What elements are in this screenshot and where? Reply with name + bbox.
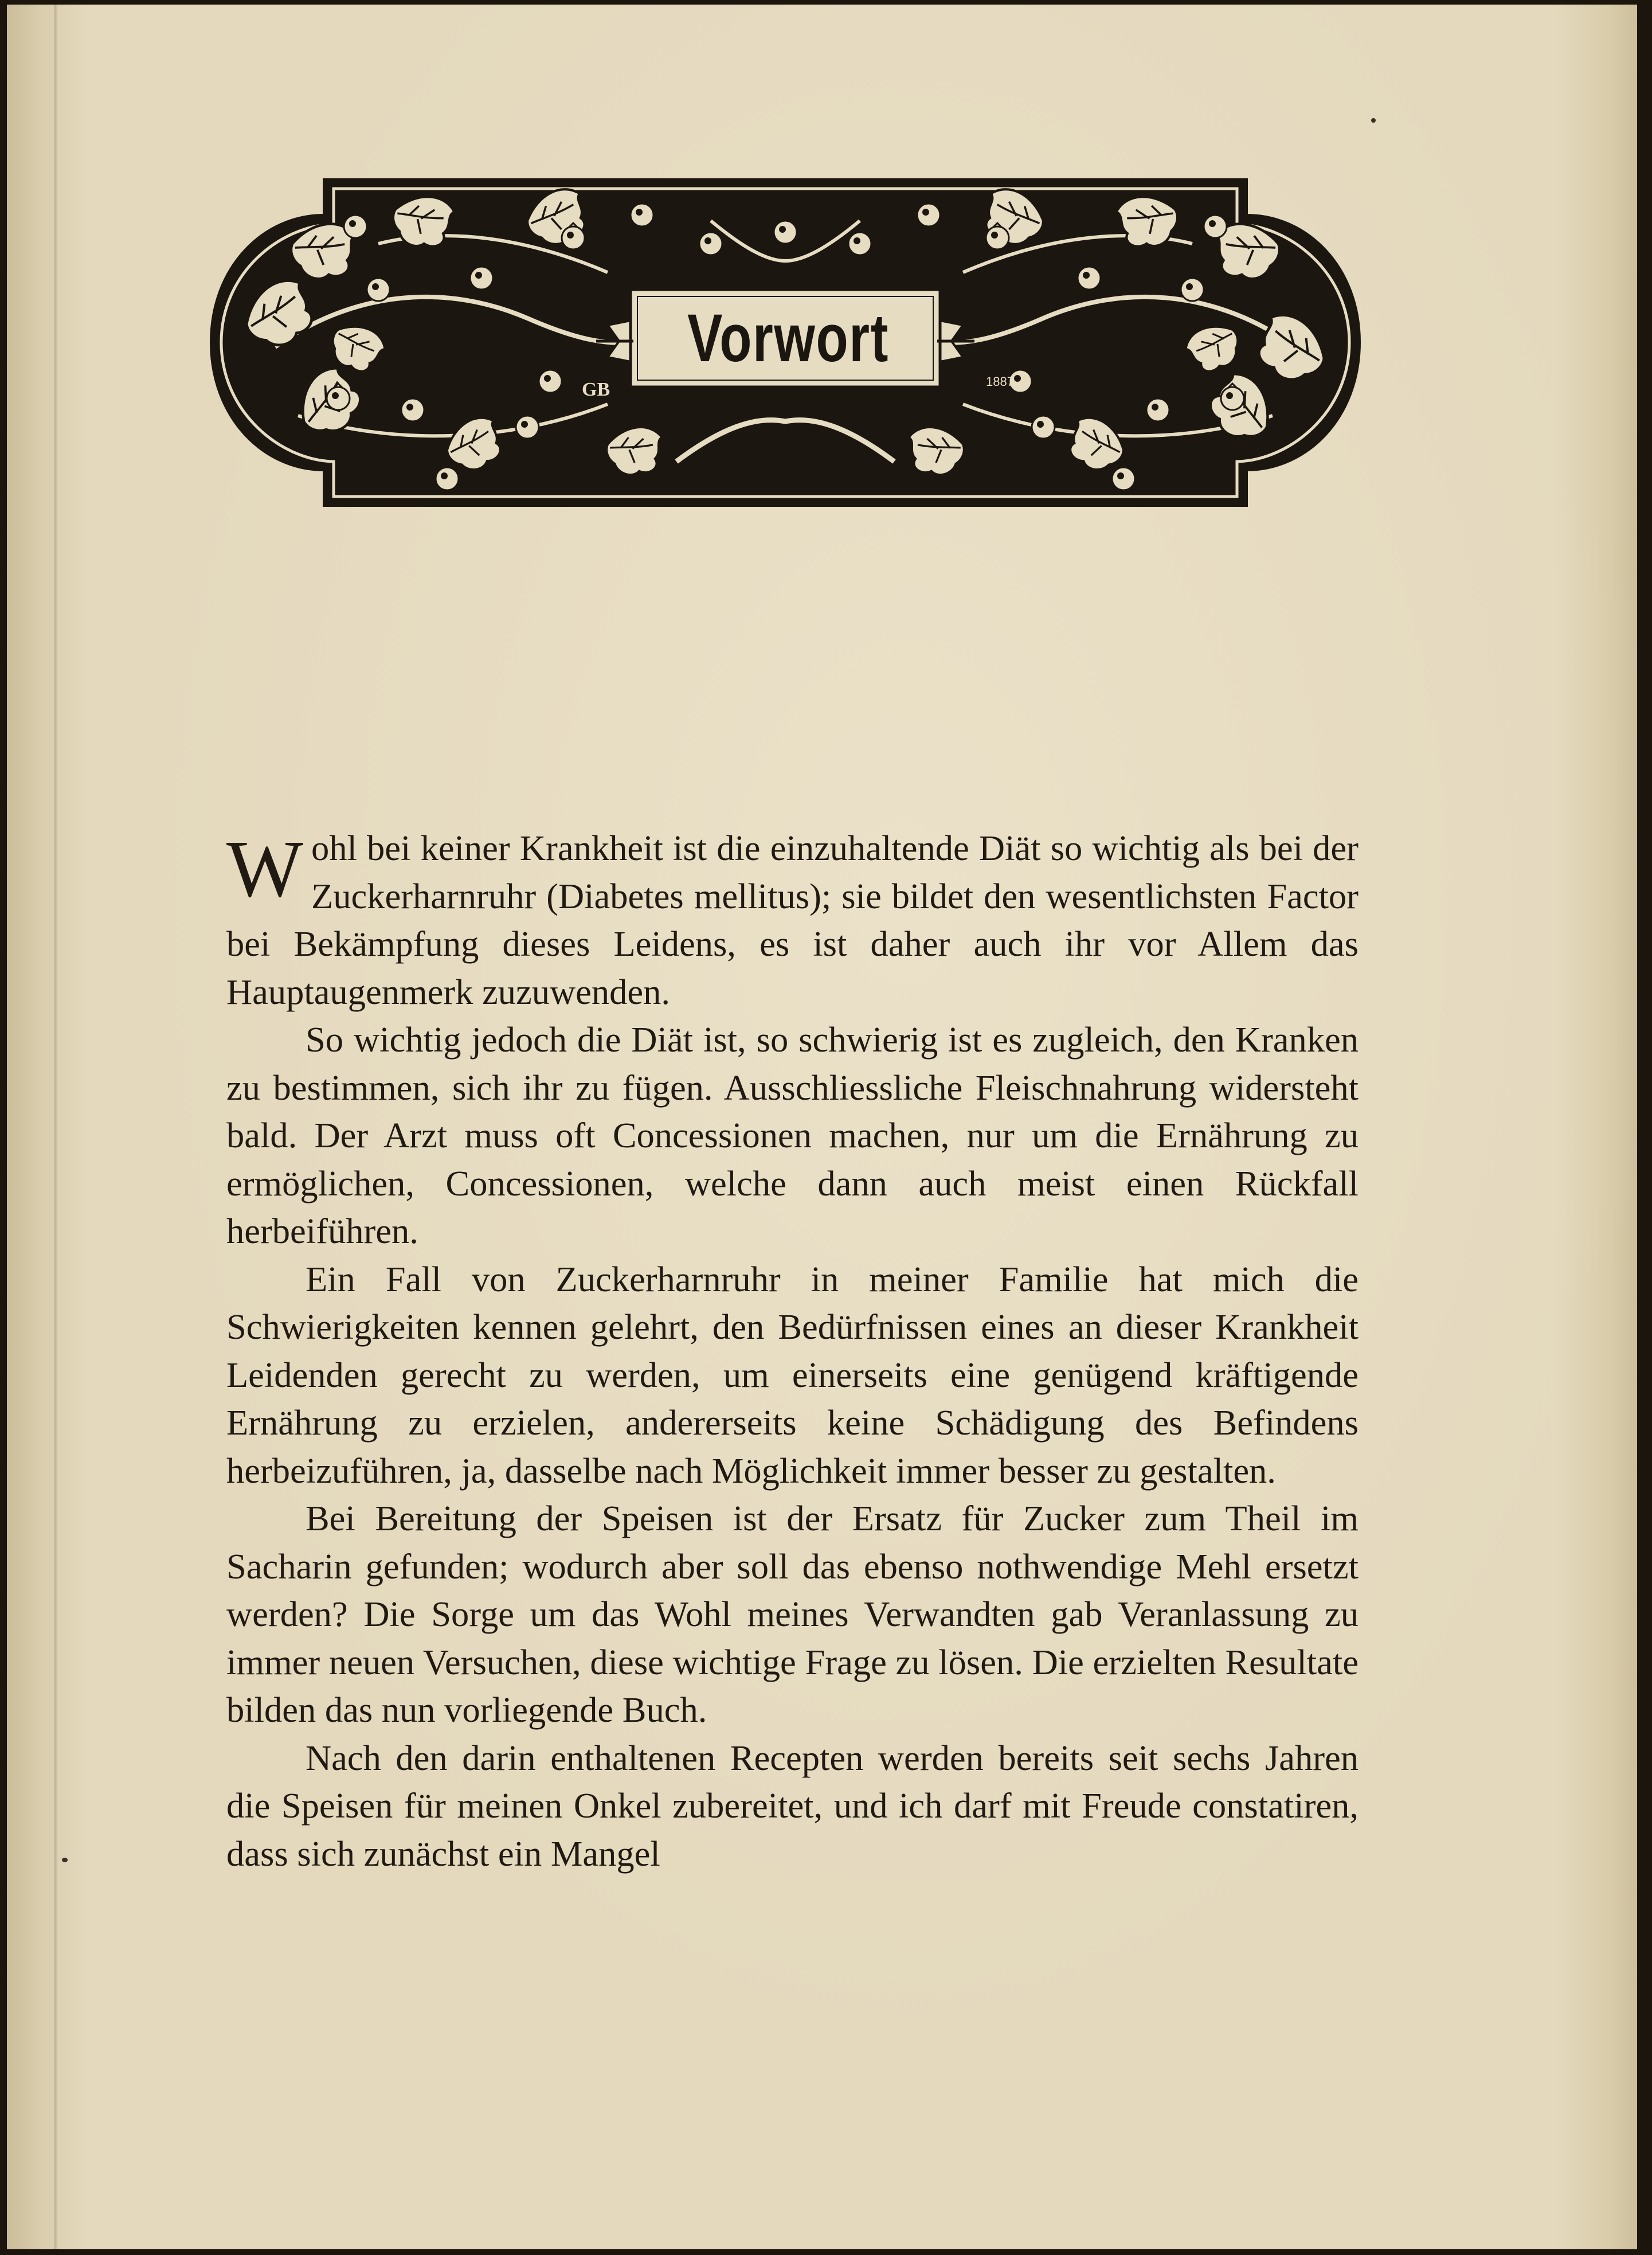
binding-edge	[54, 5, 58, 2249]
paragraph-3: Ein Fall von Zuckerharnruhr in meiner Familie hat mich die Schwierigkeiten kennen gelehrt, den Bedürfnissen eines an dieser Krankheit Leidenden gerecht zu werden, um einerseits eine genügend kräftigende Ernährung zu erzielen, andererseits keine Schädigung des Befindens herbeizuführen, ja, dasselbe nach Möglichkeit immer besser zu gestalten.	[226, 1259, 1359, 1491]
page-title: Vorwort	[687, 300, 889, 376]
preface-text	[226, 824, 1359, 1878]
vignette-year: 1887	[986, 374, 1014, 389]
ink-speck	[1371, 118, 1376, 123]
paragraph-5: Nach den darin enthaltenen Recepten werden bereits seit sechs Jahren die Speisen für meinen Onkel zubereitet, und ich darf mit Freude constatiren, dass sich zunächst ein Mangel	[226, 1737, 1359, 1874]
paragraph-4: Bei Bereitung der Speisen ist der Ersatz für Zucker zum Theil im Sacharin gefunden; wodurch aber soll das ebenso nothwendige Mehl ersetzt werden? Die Sorge um das Wohl meines Verwandten gab Veranlassung zu immer neuen Versuchen, diese wichtige Frage zu lösen. Die erzielten Resultate bilden das nun vorliegende Buch.	[226, 1498, 1359, 1730]
ink-speck	[62, 1858, 68, 1862]
paragraph-1	[226, 824, 1359, 1016]
vignette-monogram: GB	[582, 379, 610, 400]
paragraph-2: So wichtig jedoch die Diät ist, so schwierig ist es zugleich, den Kranken zu bestimmen, sich ihr zu fügen. Ausschliessliche Fleischnahrung widersteht bald. Der Arzt muss oft Concessionen machen, nur um die Ernährung zu ermöglichen, Concessionen, welche dann auch meist einen Rückfall herbeiführen.	[226, 1019, 1359, 1251]
drop-cap: W	[226, 823, 304, 914]
paragraph-1-text: ohl bei keiner Krankheit ist die einzuhaltende Diät so wichtig als bei der Zuckerharnruhr (Diabetes mellitus); sie bildet den wesentlichsten Factor bei Bekämpfung dieses Leidens, es ist daher auch ihr vor Allem das Hauptaugenmerk zuzuwenden.	[226, 828, 1359, 1012]
